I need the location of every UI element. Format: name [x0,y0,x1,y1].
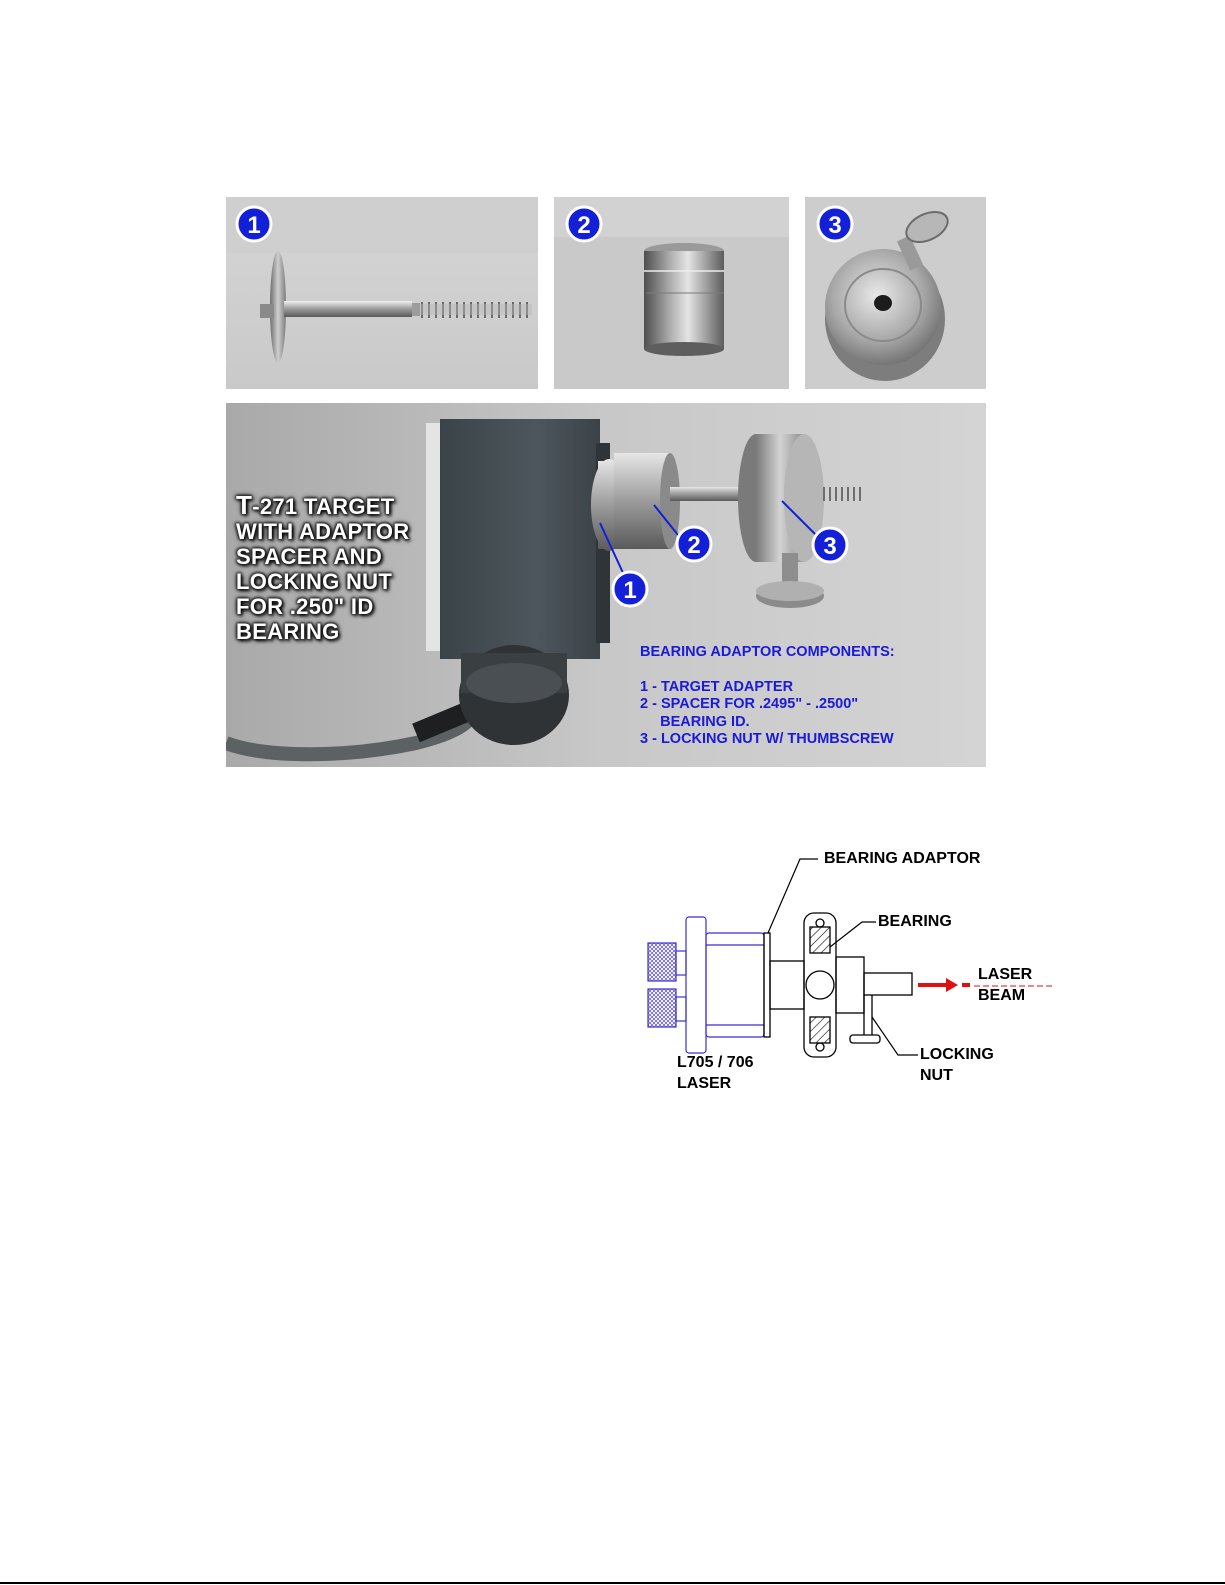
photo-target-adapter [226,197,538,389]
component-item: 3 - LOCKING NUT W/ THUMBSCREW [640,731,894,747]
component-item: 1 - TARGET ADAPTER [640,678,794,695]
callout-3-icon [813,528,847,562]
label-laser-model-line2: LASER [677,1075,732,1092]
caption-line: BEARING [236,619,340,644]
callout-1-label: 1 [623,577,637,604]
label-locking-nut-line2: NUT [920,1067,953,1084]
components-list [640,644,895,749]
label-bearing-adaptor: BEARING ADAPTOR [824,850,981,867]
photo-locking-nut [805,197,986,389]
components-title: BEARING ADAPTOR COMPONENTS: [640,644,895,660]
bearing-diagram [640,845,1060,1105]
assembly-caption [236,490,410,644]
callout-2-icon [677,527,711,561]
caption-line: WITH ADAPTOR [236,519,410,544]
footer-rule [0,1582,1225,1584]
caption-line: T-271 TARGET [236,490,395,520]
label-laser-model-line1: L705 / 706 [677,1054,754,1071]
spacer-image [554,197,789,389]
laser-outline [648,917,764,1053]
component-item: BEARING ID. [640,713,750,730]
callout-2-label: 2 [687,532,701,559]
label-laser-beam-line2: BEAM [978,987,1026,1004]
badge-3-icon [818,207,852,241]
badge-2-icon [567,207,601,241]
badge-1-icon [237,207,271,241]
callout-1-icon [613,572,647,606]
badge-1-label: 1 [247,212,261,239]
bearing-assembly [764,913,912,1057]
component-item: 2 - SPACER FOR .2495" - .2500" [640,696,859,712]
caption-line: LOCKING NUT [236,569,393,594]
label-locking-nut-line1: LOCKING [920,1046,994,1063]
label-bearing: BEARING [878,913,952,930]
caption-line: FOR .250" ID [236,594,374,619]
target-adapter-image [226,197,538,389]
locking-nut-image [805,197,986,389]
caption-line: SPACER AND [236,544,383,569]
label-laser-beam-line1: LASER [978,966,1033,983]
callout-3-label: 3 [823,533,837,560]
photo-assembly [226,403,986,767]
photo-spacer [554,197,789,389]
badge-2-label: 2 [577,212,591,239]
badge-3-label: 3 [828,212,842,239]
